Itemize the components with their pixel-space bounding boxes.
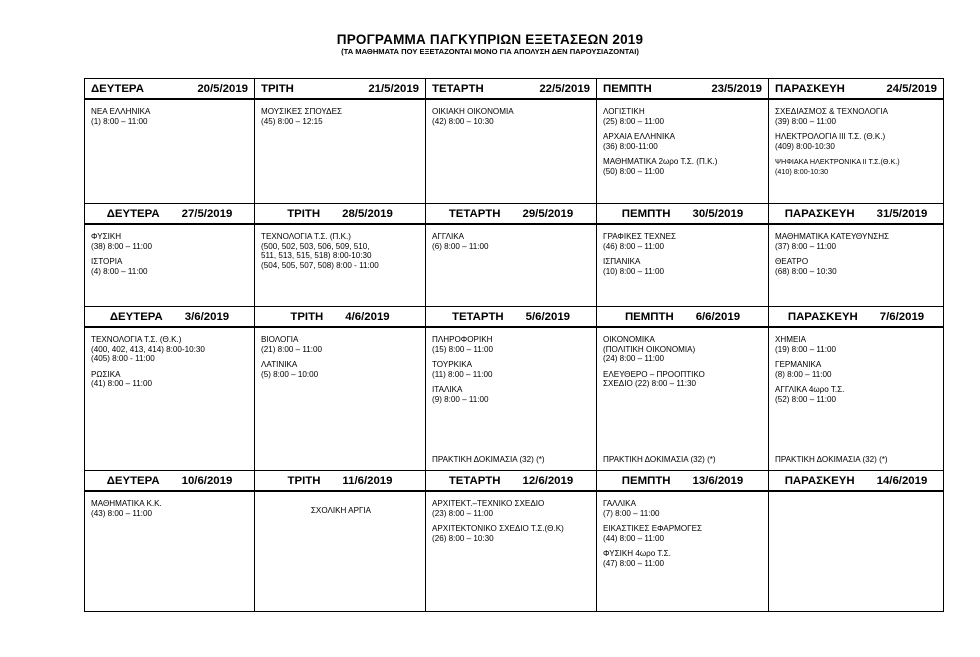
exam-cell-content bbox=[769, 225, 943, 306]
exam-entry bbox=[775, 107, 939, 126]
exam-entry bbox=[603, 132, 764, 151]
exam-cell-tuesday bbox=[255, 99, 426, 204]
exam-entry bbox=[775, 257, 939, 276]
exam-subject: ΑΓΓΛΙΚΑ 4ωρο Τ.Σ. bbox=[775, 385, 845, 395]
day-header-friday bbox=[769, 79, 944, 100]
exam-entry bbox=[261, 335, 421, 354]
exam-detail: 511, 513, 515, 518) 8:00-10:30 bbox=[261, 251, 372, 261]
exam-subject: ΛΟΓΙΣΤΙΚΗ bbox=[603, 107, 645, 116]
practical-test-note: ΠΡΑΚΤΙΚΗ ΔΟΚΙΜΑΣΙΑ (32) (*) bbox=[603, 455, 716, 465]
exam-subject: ΤΟΥΡΚΙΚΑ bbox=[432, 360, 473, 370]
exam-detail: (19) 8:00 – 11:00 bbox=[775, 344, 837, 354]
exam-cell-content bbox=[255, 328, 425, 470]
exam-entry bbox=[432, 385, 592, 404]
exam-detail: (46) 8:00 – 11:00 bbox=[603, 241, 665, 251]
exam-entry bbox=[775, 360, 939, 379]
day-header-wednesday bbox=[426, 204, 597, 225]
day-name: ΠΕΜΠΤΗ bbox=[603, 82, 652, 95]
day-name: ΤΡΙΤΗ bbox=[287, 207, 321, 220]
exam-detail: (47) 8:00 – 11:00 bbox=[603, 558, 665, 568]
exam-cell-content bbox=[597, 100, 768, 203]
exam-detail: (68) 8:00 – 10:30 bbox=[775, 266, 837, 276]
day-name: ΔΕΥΤΕΡΑ bbox=[106, 207, 160, 220]
day-name: ΠΕΜΠΤΗ bbox=[621, 474, 671, 487]
exam-cell-wednesday bbox=[426, 99, 597, 204]
day-name: ΠΑΡΑΣΚΕΥΗ bbox=[775, 82, 845, 95]
exam-subject: ΝΕΑ ΕΛΛΗΝΙΚΑ bbox=[91, 107, 151, 116]
exam-subject: ΘΕΑΤΡΟ bbox=[775, 257, 809, 267]
exam-cell-content bbox=[426, 100, 596, 203]
week-exams-row bbox=[85, 491, 944, 612]
day-date: 28/5/2019 bbox=[342, 207, 393, 220]
exam-subject: ΑΡΧΙΤΕΚΤΟΝΙΚΟ ΣΧΕΔΙΟ Τ.Σ.(Θ.Κ) bbox=[432, 524, 564, 534]
day-header-thursday bbox=[597, 471, 769, 492]
day-header-friday bbox=[769, 307, 944, 328]
exam-subject: ΛΑΤΙΝΙΚΑ bbox=[261, 360, 298, 370]
day-name: ΤΡΙΤΗ bbox=[287, 474, 321, 487]
exam-entry bbox=[432, 360, 592, 379]
exam-detail: (21) 8:00 – 11:00 bbox=[261, 344, 323, 354]
exam-cell-friday bbox=[769, 224, 944, 307]
day-header-friday bbox=[769, 204, 944, 225]
week-header-row bbox=[85, 471, 944, 492]
exam-detail: (52) 8:00 – 11:00 bbox=[775, 394, 837, 404]
day-header-thursday bbox=[597, 307, 769, 328]
day-header-monday bbox=[85, 204, 255, 225]
day-header-tuesday bbox=[255, 79, 426, 100]
exam-entry bbox=[775, 385, 939, 404]
exam-entry bbox=[432, 499, 592, 518]
exam-entry bbox=[91, 335, 250, 364]
holiday-label: ΣΧΟΛΙΚΗ ΑΡΓΙΑ bbox=[310, 506, 372, 515]
exam-cell-tuesday bbox=[255, 224, 426, 307]
page-subtitle: (ΤΑ ΜΑΘΗΜΑΤΑ ΠΟΥ ΕΞΕΤΑΖΟΝΤΑΙ ΜΟΝΟ ΓΙΑ ΑΠΟΛΥΣΗ ΔΕΝ ΠΑΡΟΥΣΙΑΖΟΝΤΑΙ) bbox=[341, 47, 639, 56]
day-date: 6/6/2019 bbox=[695, 310, 741, 323]
day-name: ΔΕΥΤΕΡΑ bbox=[106, 474, 160, 487]
exam-entry bbox=[603, 499, 764, 518]
practical-test-note: ΠΡΑΚΤΙΚΗ ΔΟΚΙΜΑΣΙΑ (32) (*) bbox=[432, 455, 545, 465]
day-date: 24/5/2019 bbox=[886, 82, 937, 95]
exam-cell-content bbox=[255, 225, 425, 306]
day-date: 23/5/2019 bbox=[711, 82, 762, 95]
exam-cell-content bbox=[769, 492, 943, 611]
page-title: ΠΡΟΓΡΑΜΜΑ ΠΑΓΚΥΠΡΙΩΝ ΕΞΕΤΑΣΕΩΝ 2019 bbox=[336, 32, 644, 47]
exam-detail: (7) 8:00 – 11:00 bbox=[603, 508, 660, 518]
exam-cell-monday bbox=[85, 327, 255, 471]
exam-cell-content bbox=[597, 225, 768, 306]
exam-cell-content bbox=[85, 100, 254, 203]
exam-detail: (405) 8:00 - 11:00 bbox=[91, 354, 155, 364]
exam-detail: (23) 8:00 – 11:00 bbox=[432, 508, 494, 518]
day-date: 20/5/2019 bbox=[197, 82, 248, 95]
exam-subject: ΙΤΑΛΙΚΑ bbox=[432, 385, 463, 395]
exam-cell-wednesday bbox=[426, 491, 597, 612]
exam-entry bbox=[603, 335, 764, 364]
exam-subject: ΑΡΧΑΙΑ ΕΛΛΗΝΙΚΑ bbox=[603, 132, 675, 142]
exam-subject: ΒΙΟΛΟΓΙΑ bbox=[261, 335, 299, 344]
exam-detail: (11) 8:00 – 11:00 bbox=[432, 369, 493, 379]
exam-subject: ΨΗΦΙΑΚΑ ΗΛΕΚΤΡΟΝΙΚΑ ΙΙ Τ.Σ.(Θ.Κ.) bbox=[775, 157, 900, 167]
exam-subject: ΤΕΧΝΟΛΟΓΙΑ Τ.Σ. (Π.Κ.) bbox=[261, 232, 351, 241]
exam-cell-wednesday bbox=[426, 224, 597, 307]
exam-detail: (25) 8:00 – 11:00 bbox=[603, 116, 665, 126]
exam-detail: (5) 8:00 – 10:00 bbox=[261, 369, 319, 379]
exam-detail: (50) 8:00 – 11:00 bbox=[603, 166, 665, 176]
day-date: 14/6/2019 bbox=[876, 474, 928, 487]
exam-cell-monday bbox=[85, 99, 255, 204]
exam-subject: ΜΟΥΣΙΚΕΣ ΣΠΟΥΔΕΣ bbox=[261, 107, 342, 116]
exam-cell-content bbox=[769, 100, 943, 203]
exam-subject: ΜΑΘΗΜΑΤΙΚΑ ΚΑΤΕΥΘΥΝΣΗΣ bbox=[775, 232, 890, 241]
exam-subject: ΟΙΚΙΑΚΗ ΟΙΚΟΝΟΜΙΑ bbox=[432, 107, 514, 116]
day-date: 3/6/2019 bbox=[184, 310, 230, 323]
exam-subject: ΓΕΡΜΑΝΙΚΑ bbox=[775, 360, 822, 370]
day-name: ΤΡΙΤΗ bbox=[290, 310, 324, 323]
exam-detail: (44) 8:00 – 11:00 bbox=[603, 533, 665, 543]
exam-detail: (410) 8:00-10:30 bbox=[775, 166, 829, 176]
exam-detail: (8) 8:00 – 11:00 bbox=[775, 369, 832, 379]
exam-detail: (26) 8:00 – 10:30 bbox=[432, 533, 494, 543]
exam-detail: (37) 8:00 – 11:00 bbox=[775, 241, 837, 251]
exam-cell-content bbox=[85, 225, 254, 306]
exam-cell-wednesday bbox=[426, 327, 597, 471]
day-name: ΤΡΙΤΗ bbox=[261, 82, 294, 95]
exam-subject: ΕΙΚΑΣΤΙΚΕΣ ΕΦΑΡΜΟΓΕΣ bbox=[603, 524, 703, 534]
day-date: 29/5/2019 bbox=[522, 207, 574, 220]
exam-entry bbox=[432, 107, 592, 126]
day-name: ΠΑΡΑΣΚΕΥΗ bbox=[784, 474, 855, 487]
exam-subject: ΣΧΕΔΙΑΣΜΟΣ & ΤΕΧΝΟΛΟΓΙΑ bbox=[775, 107, 889, 116]
exam-detail: (9) 8:00 – 11:00 bbox=[432, 394, 489, 404]
day-name: ΤΕΤΑΡΤΗ bbox=[448, 207, 501, 220]
day-header-thursday bbox=[597, 79, 769, 100]
exam-cell-thursday bbox=[597, 491, 769, 612]
week-header-row bbox=[85, 79, 944, 100]
exam-detail: (45) 8:00 – 12:15 bbox=[261, 116, 323, 126]
exam-entry bbox=[91, 499, 250, 518]
day-date: 13/6/2019 bbox=[692, 474, 744, 487]
exam-subject: ΕΛΕΥΘΕΡΟ – ΠΡΟΟΠΤΙΚΟ bbox=[603, 369, 705, 379]
week-header-row bbox=[85, 307, 944, 328]
exam-subject: ΓΡΑΦΙΚΕΣ ΤΕΧΝΕΣ bbox=[603, 232, 677, 241]
exam-entry bbox=[603, 107, 764, 126]
exam-entry bbox=[91, 257, 250, 276]
day-header-monday bbox=[85, 307, 255, 328]
exam-cell-tuesday bbox=[255, 327, 426, 471]
exam-detail: (500, 502, 503, 506, 509, 510, bbox=[261, 241, 370, 251]
exam-cell-friday bbox=[769, 491, 944, 612]
week-exams-row bbox=[85, 99, 944, 204]
exam-entry bbox=[432, 232, 592, 251]
day-header-monday bbox=[85, 471, 255, 492]
practical-test-note: ΠΡΑΚΤΙΚΗ ΔΟΚΙΜΑΣΙΑ (32) (*) bbox=[775, 455, 888, 465]
exam-entry bbox=[261, 232, 421, 270]
exam-detail: ΣΧΕΔΙΟ (22) 8:00 – 11:30 bbox=[603, 379, 697, 389]
day-name: ΤΕΤΑΡΤΗ bbox=[432, 82, 484, 95]
exam-subject: ΟΙΚΟΝΟΜΙΚΑ bbox=[603, 335, 655, 344]
exam-cell-tuesday bbox=[255, 491, 426, 612]
day-date: 21/5/2019 bbox=[368, 82, 419, 95]
exam-cell-content bbox=[597, 328, 768, 470]
exam-cell-thursday bbox=[597, 99, 769, 204]
exam-subject: ΜΑΘΗΜΑΤΙΚΑ 2ωρο Τ.Σ. (Π.Κ.) bbox=[603, 157, 718, 167]
day-name: ΠΑΡΑΣΚΕΥΗ bbox=[787, 310, 858, 323]
exam-cell-content bbox=[85, 328, 254, 470]
day-header-tuesday bbox=[255, 204, 426, 225]
exam-subject: ΙΣΤΟΡΙΑ bbox=[91, 257, 123, 267]
day-name: ΠΕΜΠΤΗ bbox=[624, 310, 674, 323]
exam-cell-content bbox=[85, 492, 254, 611]
exam-entry bbox=[603, 524, 764, 543]
exam-entry bbox=[603, 549, 764, 568]
day-name: ΠΑΡΑΣΚΕΥΗ bbox=[784, 207, 855, 220]
exam-cell-content bbox=[426, 492, 596, 611]
exam-cell-content bbox=[255, 492, 425, 611]
exam-entry bbox=[775, 232, 939, 251]
exam-entry bbox=[91, 107, 250, 126]
exam-detail: (43) 8:00 – 11:00 bbox=[91, 508, 153, 518]
day-header-tuesday bbox=[255, 307, 426, 328]
week-exams-row bbox=[85, 224, 944, 307]
exam-entry bbox=[603, 257, 764, 276]
exam-detail: (24) 8:00 – 11:00 bbox=[603, 354, 665, 364]
exam-cell-monday bbox=[85, 224, 255, 307]
exam-entry bbox=[603, 232, 764, 251]
exam-entry bbox=[91, 370, 250, 389]
exam-detail: (36) 8:00-11:00 bbox=[603, 141, 658, 151]
exam-cell-content bbox=[426, 225, 596, 306]
exam-detail: (4) 8:00 – 11:00 bbox=[91, 266, 148, 276]
exam-cell-content bbox=[769, 328, 943, 470]
exam-entry bbox=[432, 524, 592, 543]
exam-subject: ΦΥΣΙΚΗ 4ωρο Τ.Σ. bbox=[603, 549, 671, 559]
exam-cell-thursday bbox=[597, 224, 769, 307]
exam-detail: (38) 8:00 – 11:00 bbox=[91, 241, 153, 251]
day-name: ΔΕΥΤΕΡΑ bbox=[109, 310, 163, 323]
day-name: ΔΕΥΤΕΡΑ bbox=[91, 82, 144, 95]
day-header-wednesday bbox=[426, 471, 597, 492]
exam-subject: ΦΥΣΙΚΗ bbox=[91, 232, 122, 241]
day-header-monday bbox=[85, 79, 255, 100]
day-date: 27/5/2019 bbox=[181, 207, 233, 220]
day-date: 11/6/2019 bbox=[342, 474, 393, 487]
exam-entry bbox=[261, 360, 421, 379]
exam-cell-content bbox=[255, 100, 425, 203]
exam-entry bbox=[775, 132, 939, 151]
exam-detail: (409) 8:00-10:30 bbox=[775, 141, 835, 151]
day-name: ΤΕΤΑΡΤΗ bbox=[448, 474, 501, 487]
exam-entry bbox=[261, 107, 421, 126]
exam-schedule-table bbox=[84, 78, 944, 612]
day-date: 4/6/2019 bbox=[345, 310, 390, 323]
exam-entry bbox=[603, 157, 764, 176]
exam-subject: ΑΓΓΛΙΚΑ bbox=[432, 232, 465, 241]
day-name: ΠΕΜΠΤΗ bbox=[621, 207, 671, 220]
exam-detail: (6) 8:00 – 11:00 bbox=[432, 241, 489, 251]
exam-cell-monday bbox=[85, 491, 255, 612]
exam-cell-friday bbox=[769, 327, 944, 471]
exam-cell-content bbox=[597, 492, 768, 611]
exam-detail: (ΠΟΛΙΤΙΚΗ ΟΙΚΟΝΟΜΙΑ) bbox=[603, 344, 696, 354]
exam-subject: ΗΛΕΚΤΡΟΛΟΓΙΑ ΙΙΙ Τ.Σ. (Θ.Κ.) bbox=[775, 132, 886, 142]
day-date: 7/6/2019 bbox=[879, 310, 925, 323]
exam-subject: ΠΛΗΡΟΦΟΡΙΚΗ bbox=[432, 335, 493, 344]
exam-detail: (10) 8:00 – 11:00 bbox=[603, 266, 665, 276]
day-date: 10/6/2019 bbox=[181, 474, 233, 487]
day-date: 5/6/2019 bbox=[525, 310, 571, 323]
day-header-friday bbox=[769, 471, 944, 492]
exam-subject: ΜΑΘΗΜΑΤΙΚΑ Κ.Κ. bbox=[91, 499, 162, 508]
exam-cell-friday bbox=[769, 99, 944, 204]
day-date: 12/6/2019 bbox=[522, 474, 574, 487]
exam-subject: ΡΩΣΙΚΑ bbox=[91, 369, 121, 379]
exam-entry bbox=[775, 335, 939, 354]
exam-subject: ΑΡΧΙΤΕΚΤ.–ΤΕΧΝΙΚΟ ΣΧΕΔΙΟ bbox=[432, 499, 545, 508]
week-header-row bbox=[85, 204, 944, 225]
exam-detail: (1) 8:00 – 11:00 bbox=[91, 116, 148, 126]
day-date: 22/5/2019 bbox=[539, 82, 590, 95]
exam-entry bbox=[775, 157, 939, 176]
day-header-tuesday bbox=[255, 471, 426, 492]
day-header-wednesday bbox=[426, 79, 597, 100]
exam-entry bbox=[603, 370, 764, 389]
exam-cell-content bbox=[426, 328, 596, 470]
exam-detail: (15) 8:00 – 11:00 bbox=[432, 344, 494, 354]
exam-cell-thursday bbox=[597, 327, 769, 471]
day-date: 30/5/2019 bbox=[692, 207, 744, 220]
exam-subject: ΧΗΜΕΙΑ bbox=[775, 335, 807, 344]
exam-subject: ΙΣΠΑΝΙΚΑ bbox=[603, 257, 641, 267]
exam-subject: ΤΕΧΝΟΛΟΓΙΑ Τ.Σ. (Θ.Κ.) bbox=[91, 335, 182, 344]
exam-detail: (41) 8:00 – 11:00 bbox=[91, 379, 153, 389]
week-exams-row bbox=[85, 327, 944, 471]
exam-detail: (39) 8:00 – 11:00 bbox=[775, 116, 837, 126]
exam-detail: (400, 402, 413, 414) 8:00-10:30 bbox=[91, 344, 205, 354]
exam-entry bbox=[432, 335, 592, 354]
exam-entry bbox=[91, 232, 250, 251]
day-date: 31/5/2019 bbox=[876, 207, 928, 220]
day-name: ΤΕΤΑΡΤΗ bbox=[451, 310, 504, 323]
exam-subject: ΓΑΛΛΙΚΑ bbox=[603, 499, 636, 508]
exam-detail: (504, 505, 507, 508) 8:00 - 11:00 bbox=[261, 260, 379, 270]
day-header-thursday bbox=[597, 204, 769, 225]
day-header-wednesday bbox=[426, 307, 597, 328]
exam-detail: (42) 8:00 – 10:30 bbox=[432, 116, 494, 126]
